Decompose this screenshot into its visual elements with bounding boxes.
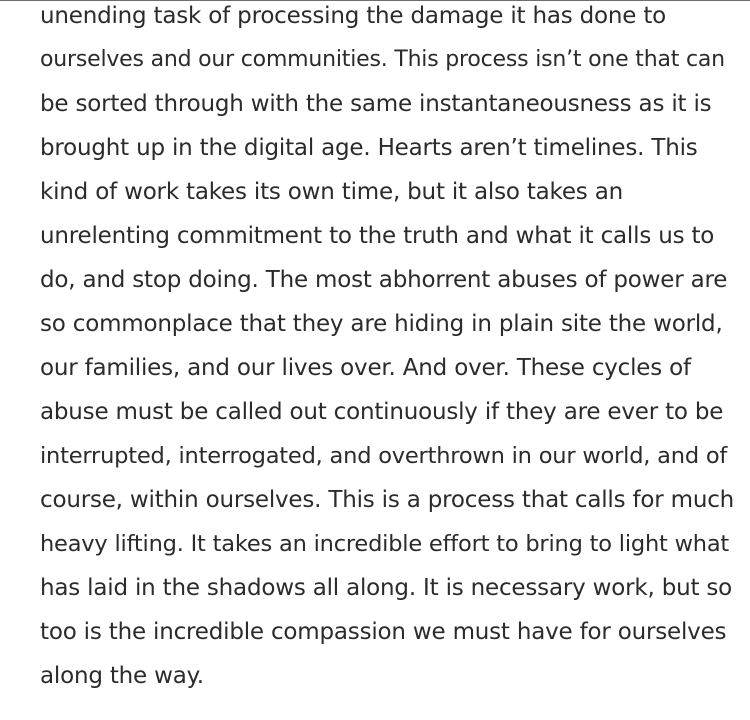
paragraph-line: course, within ourselves. This is a process that calls for much (40, 487, 735, 513)
paragraph-line: so commonplace that they are hiding in plain site the world, (40, 311, 723, 337)
paragraph-line: has laid in the shadows all along. It is necessary work, but so (40, 575, 733, 601)
paragraph-line: abuse must be called out continuously if they are ever to be (40, 399, 724, 425)
paragraph-line: kind of work takes its own time, but it also takes an (40, 179, 623, 205)
paragraph-line: along the way. (40, 663, 204, 689)
paragraph-line: our families, and our lives over. And over. These cycles of (40, 355, 691, 381)
paragraph-line: do, and stop doing. The most abhorrent abuses of power are (40, 267, 728, 293)
paragraph-line: heavy lifting. It takes an incredible effort to bring to light what (40, 531, 730, 557)
paragraph-line: brought up in the digital age. Hearts aren’t timelines. This (40, 135, 698, 161)
paragraph-line: unrelenting commitment to the truth and what it calls us to (40, 223, 715, 249)
paragraph-line: be sorted through with the same instantaneousness as it is (40, 91, 712, 117)
paragraph-line: too is the incredible compassion we must have for ourselves (40, 619, 727, 645)
paragraph-line: unending task of processing the damage it has done to (40, 3, 667, 29)
paragraph-line: ourselves and our communities. This process isn’t one that can (40, 47, 725, 72)
article-paragraph (40, 0, 740, 698)
paragraph-line: interrupted, interrogated, and overthrown in our world, and of (40, 443, 728, 469)
